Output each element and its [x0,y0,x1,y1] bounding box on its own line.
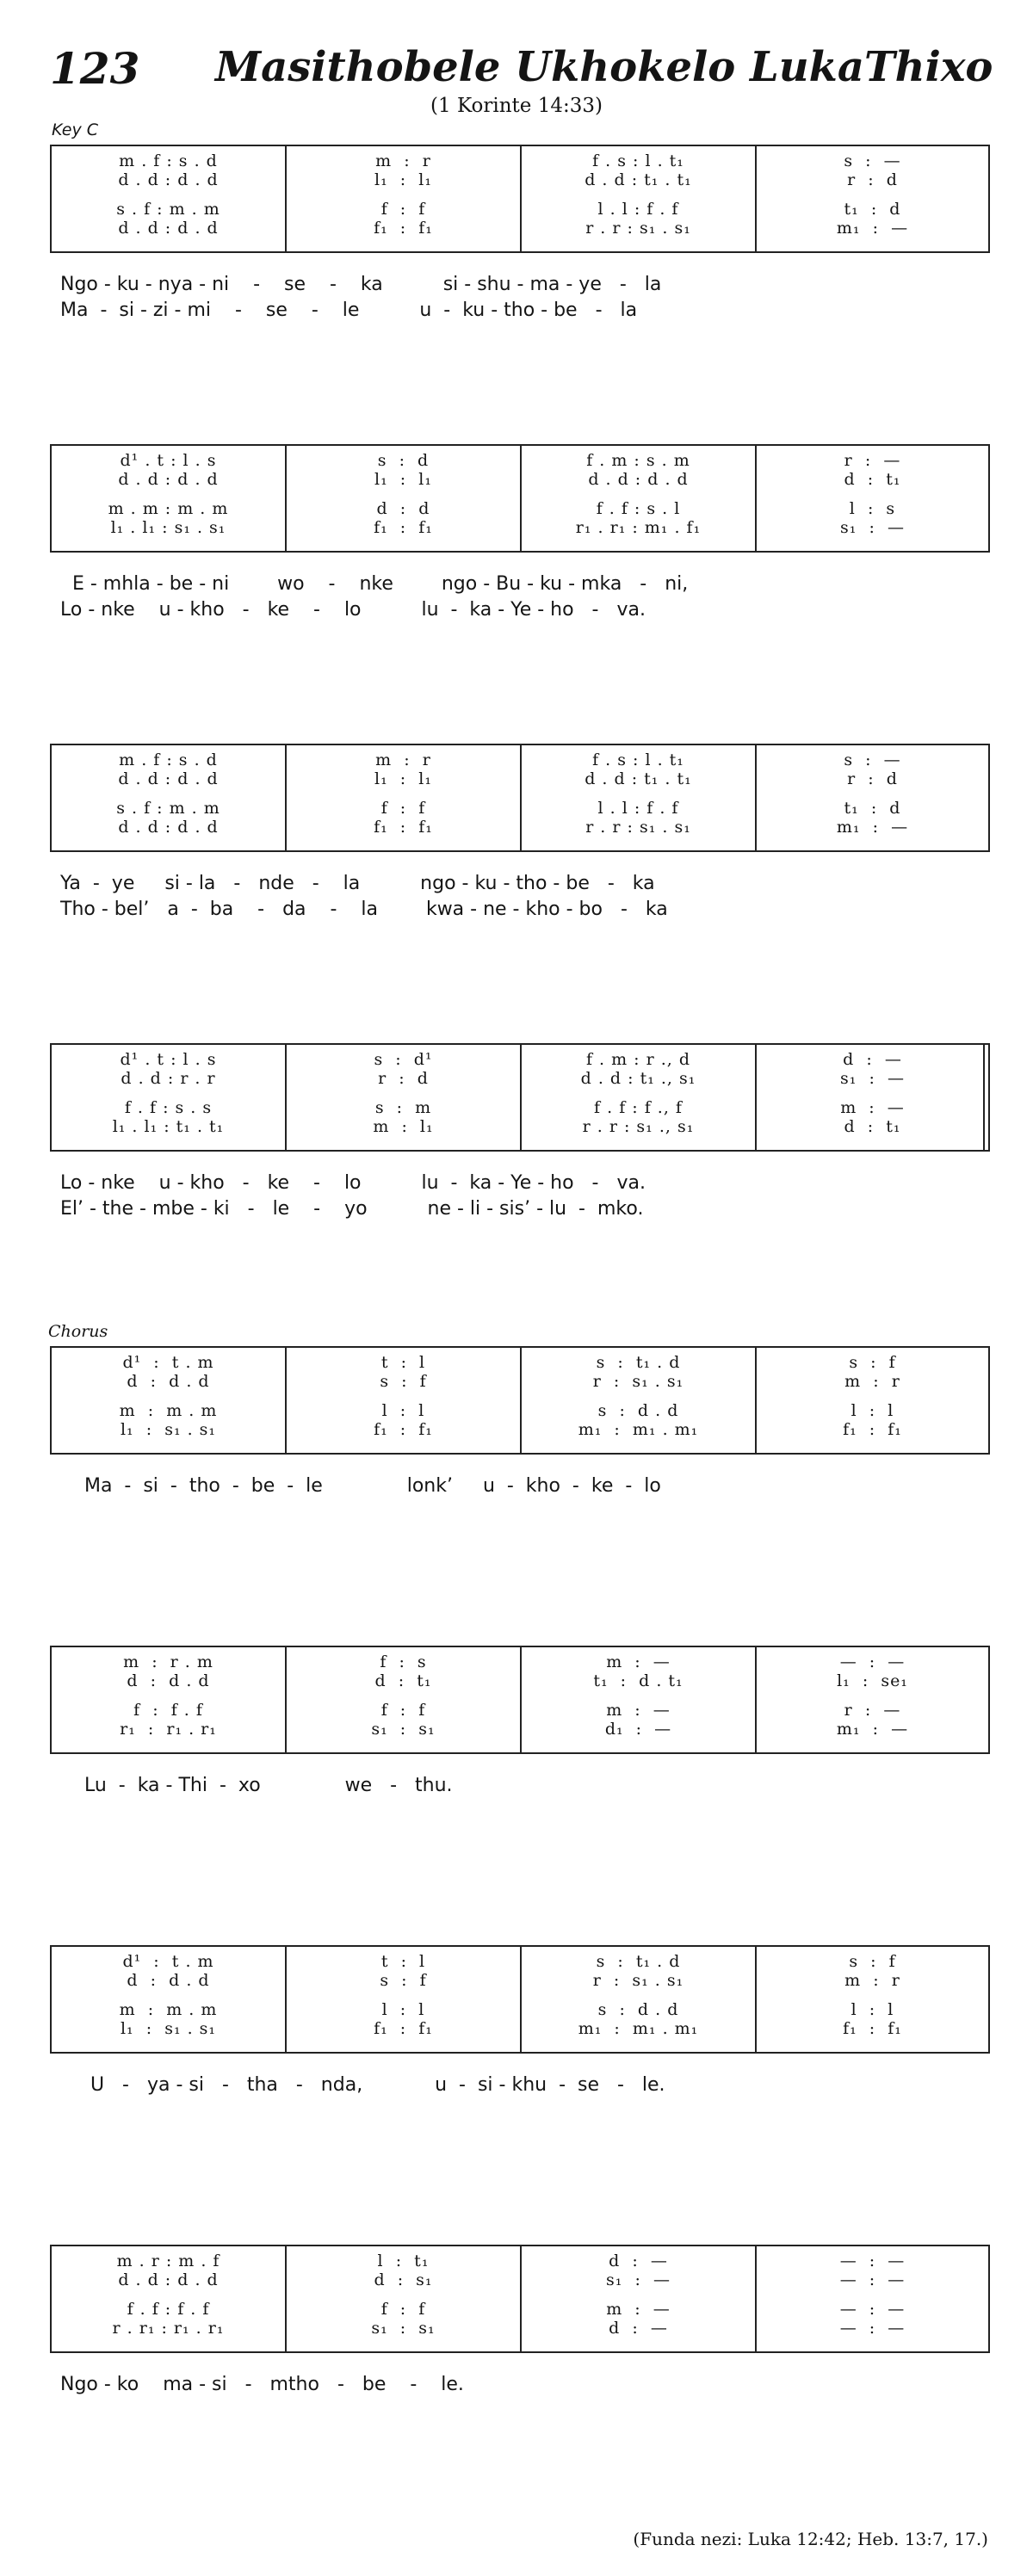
measure [757,1647,988,1752]
bass-part: l₁ : s₁ . s₁ [120,1420,217,1439]
tenor-part: d : d [376,499,430,518]
solfa-system [50,1646,990,1754]
alto-part: s₁ : — [606,2270,671,2289]
measure [522,1647,757,1752]
measure [287,446,522,551]
tenor-part: l : l [851,2000,894,2019]
tenor-part: t₁ : d [844,799,901,818]
alto-part: s : f [380,1971,427,1990]
soprano-part: m . r : m . f [116,2252,220,2270]
lyric-line: Ma - si - zi - mi - se - le u - ku - tho - be - la [60,300,638,321]
tenor-part: m : — [840,1098,905,1117]
measure [287,1045,522,1150]
soprano-part: m : — [606,1652,671,1671]
lyrics [50,2372,990,2398]
measure [522,745,757,850]
tenor-part: m : m . m [119,1401,218,1420]
measure [757,1348,988,1453]
bass-part: r₁ : r₁ . r₁ [120,1720,217,1739]
lyrics [50,272,990,324]
tenor-part: s . f : m . m [116,799,220,818]
lyrics [50,1171,990,1222]
soprano-part: d : — [609,2252,668,2270]
measure [287,146,522,251]
alto-part: d . d : d . d [588,470,689,489]
tenor-part: l : l [381,1401,425,1420]
measure [52,745,287,850]
tenor-part: f : f [380,200,426,219]
hymn-title: Masithobele Ukhokelo LukaThixo [215,43,993,91]
alto-part: d . d : t₁ ., s₁ [580,1069,696,1088]
bass-part: d₁ : — [604,1720,672,1739]
footer-reference: (Funda nezi: Luka 12:42; Heb. 13:7, 17.) [633,2529,988,2549]
alto-part: r : d [847,170,898,189]
alto-part: s₁ : — [840,1069,905,1088]
tenor-part: f : f [380,2300,426,2319]
soprano-part: s : d¹ [374,1050,433,1069]
measure [522,1045,757,1150]
measure [287,2246,522,2351]
tenor-part: s : d . d [597,1401,679,1420]
lyric-line: Ngo - ku - nya - ni - se - ka si - shu - ma - ye - la [60,274,662,295]
soprano-part: d¹ : t . m [122,1952,214,1971]
tenor-part: l : l [381,2000,425,2019]
bass-part: s₁ : — [840,518,905,537]
lyric-line: El’ - the - mbe - ki - le - yo ne - li - sis’ - lu - mko. [60,1198,644,1220]
soprano-part: m . f : s . d [119,151,218,170]
scripture-reference: (1 Korinte 14:33) [430,95,603,117]
music-line [50,1646,990,1799]
measure [287,1647,522,1752]
alto-part: d : t₁ [374,1671,432,1690]
measure [52,446,287,551]
soprano-part: — : — [839,1652,906,1671]
alto-part: d : d . d [127,1971,210,1990]
measure [522,1947,757,2052]
solfa-system [50,1346,990,1455]
tenor-part: f : f [380,1701,426,1720]
music-line [50,1346,990,1499]
bass-part: f₁ : f₁ [374,2019,433,2038]
key-signature: Key C [52,120,99,139]
tenor-part: m : — [606,1701,671,1720]
soprano-part: l : t₁ [377,2252,430,2270]
bass-part: f₁ : f₁ [374,219,433,238]
measure [522,2246,757,2351]
bass-part: f₁ : f₁ [374,1420,433,1439]
alto-part: l₁ : l₁ [374,769,432,788]
music-line [50,444,990,623]
soprano-part: f . m : r ., d [585,1050,691,1069]
measure [757,146,988,251]
bass-part: m₁ : — [836,1720,909,1739]
bass-part: f₁ : f₁ [374,518,433,537]
alto-part: r : s₁ . s₁ [592,1372,684,1391]
measure [522,146,757,251]
bass-part: r . r : s₁ ., s₁ [582,1117,695,1136]
measure [52,1947,287,2052]
bass-part: r . r₁ : r₁ . r₁ [112,2319,225,2338]
measure [287,745,522,850]
measure [757,446,988,551]
measure [52,146,287,251]
alto-part: d : d . d [127,1671,210,1690]
alto-part: d . d : d . d [118,170,219,189]
tenor-part: r : — [844,1701,901,1720]
soprano-part: m . f : s . d [119,751,218,769]
alto-part: d . d : r . r [121,1069,216,1088]
measure [52,2246,287,2351]
soprano-part: r : — [844,451,901,470]
bass-part: s₁ : s₁ [371,1720,436,1739]
music-line [50,1945,990,2098]
measure [757,1947,988,2052]
soprano-part: d¹ . t : l . s [120,1050,217,1069]
lyric-line: Ya - ye si - la - nde - la ngo - ku - tho - be - ka [60,873,655,894]
alto-part: d . d : t₁ . t₁ [585,769,692,788]
soprano-part: s : t₁ . d [596,1353,681,1372]
bass-part: r . r : s₁ . s₁ [585,219,691,238]
alto-part: l₁ : se₁ [837,1671,908,1690]
lyrics [50,571,990,623]
solfa-system [50,2245,990,2353]
music-line [50,1043,990,1222]
lyric-line: Lo - nke u - kho - ke - lo lu - ka - Ye - ho - va. [60,599,646,621]
tenor-part: l : s [849,499,896,518]
tenor-part: m . m : m . m [108,499,229,518]
tenor-part: f . f : f ., f [594,1098,683,1117]
bass-part: r . r : s₁ . s₁ [585,818,691,837]
bass-part: f₁ : f₁ [374,818,433,837]
bass-part: d . d : d . d [118,219,219,238]
tenor-part: f . f : f . f [127,2300,210,2319]
bass-part: r₁ . r₁ : m₁ . f₁ [575,518,702,537]
alto-part: m : r [844,1971,900,1990]
solfa-system [50,444,990,553]
soprano-part: d¹ . t : l . s [120,451,217,470]
tenor-part: t₁ : d [844,200,901,219]
soprano-part: d : — [843,1050,902,1069]
alto-part: d . d : t₁ . t₁ [585,170,692,189]
tenor-part: m : m . m [119,2000,218,2019]
bass-part: f₁ : f₁ [843,2019,902,2038]
measure [757,2246,988,2351]
lyric-line: U - ya - si - tha - nda, u - si - khu - se - le. [60,2074,665,2096]
bass-part: m₁ : m₁ . m₁ [578,1420,699,1439]
tenor-part: f . f : s . l [596,499,681,518]
soprano-part: s : t₁ . d [596,1952,681,1971]
soprano-part: f : s [380,1652,427,1671]
lyrics [50,2073,990,2098]
tenor-part: — : — [839,2300,906,2319]
solfa-system [50,744,990,852]
music-line [50,744,990,923]
alto-part: d . d : d . d [118,470,219,489]
lyric-line: Ma - si - tho - be - le lonk’ u - kho - ke - lo [60,1475,661,1497]
alto-part: — : — [839,2270,906,2289]
solfa-system [50,145,990,253]
bass-part: l₁ : s₁ . s₁ [120,2019,217,2038]
tenor-part: f : f [380,799,426,818]
lyric-line: Tho - bel’ a - ba - da - la kwa - ne - kho - bo - ka [60,899,668,920]
soprano-part: f . s : l . t₁ [592,751,684,769]
alto-part: d . d : d . d [118,769,219,788]
solfa-system [50,1945,990,2054]
soprano-part: m : r [375,751,431,769]
soprano-part: s : — [844,151,901,170]
tenor-part: l : l [851,1401,894,1420]
bass-part: m₁ : m₁ . m₁ [578,2019,699,2038]
soprano-part: s : f [849,1952,896,1971]
alto-part: r : d [378,1069,429,1088]
bass-part: l₁ . l₁ : t₁ . t₁ [112,1117,225,1136]
soprano-part: m : r [375,151,431,170]
tenor-part: l . l : f . f [597,200,679,219]
alto-part: d : s₁ [374,2270,433,2289]
alto-part: l₁ : l₁ [374,170,432,189]
lyric-line: Lu - ka - Thi - xo we - thu. [60,1775,453,1796]
measure [522,1348,757,1453]
soprano-part: s : d [377,451,430,470]
measure [287,1348,522,1453]
alto-part: s : f [380,1372,427,1391]
bass-part: d : t₁ [844,1117,901,1136]
measure [522,446,757,551]
bass-part: — : — [839,2319,906,2338]
soprano-part: t : l [380,1952,426,1971]
soprano-part: — : — [839,2252,906,2270]
tenor-part: m : — [606,2300,671,2319]
alto-part: m : r [844,1372,900,1391]
soprano-part: t : l [380,1353,426,1372]
bass-part: s₁ : s₁ [371,2319,436,2338]
alto-part: l₁ : l₁ [374,470,432,489]
measure [757,1045,988,1150]
measure [52,1045,287,1150]
bass-part: m₁ : — [836,219,909,238]
lyrics [50,1473,990,1499]
measure [52,1647,287,1752]
alto-part: d . d : d . d [118,2270,219,2289]
alto-part: d : t₁ [844,470,901,489]
music-line [50,145,990,324]
tenor-part: s : m [374,1098,432,1117]
alto-part: d : d . d [127,1372,210,1391]
measure [287,1947,522,2052]
measure [52,1348,287,1453]
lyric-line: Ngo - ko ma - si - mtho - be - le. [60,2374,464,2395]
lyric-line: Lo - nke u - kho - ke - lo lu - ka - Ye - ho - va. [60,1172,646,1194]
bass-part: f₁ : f₁ [843,1420,902,1439]
measure [757,745,988,850]
alto-part: r : s₁ . s₁ [592,1971,684,1990]
tenor-part: s . f : m . m [116,200,220,219]
tenor-part: l . l : f . f [597,799,679,818]
soprano-part: d¹ : t . m [122,1353,214,1372]
lyrics [50,1773,990,1799]
bass-part: m : l₁ [373,1117,434,1136]
bass-part: d . d : d . d [118,818,219,837]
soprano-part: f . m : s . m [586,451,690,470]
soprano-part: s : f [849,1353,896,1372]
chorus-label: Chorus [48,1322,108,1341]
tenor-part: s : d . d [597,2000,679,2019]
tenor-part: f : f . f [133,1701,203,1720]
bass-part: d : — [609,2319,668,2338]
lyric-line: E - mhla - be - ni wo - nke ngo - Bu - ku - mka - ni, [60,573,689,595]
alto-part: r : d [847,769,898,788]
bass-part: l₁ . l₁ : s₁ . s₁ [110,518,226,537]
soprano-part: m : r . m [123,1652,213,1671]
music-line [50,2245,990,2398]
bass-part: m₁ : — [836,818,909,837]
hymn-number: 123 [50,43,140,94]
alto-part: t₁ : d . t₁ [593,1671,684,1690]
solfa-system [50,1043,990,1152]
lyrics [50,871,990,923]
soprano-part: f . s : l . t₁ [592,151,684,170]
soprano-part: s : — [844,751,901,769]
tenor-part: f . f : s . s [124,1098,213,1117]
